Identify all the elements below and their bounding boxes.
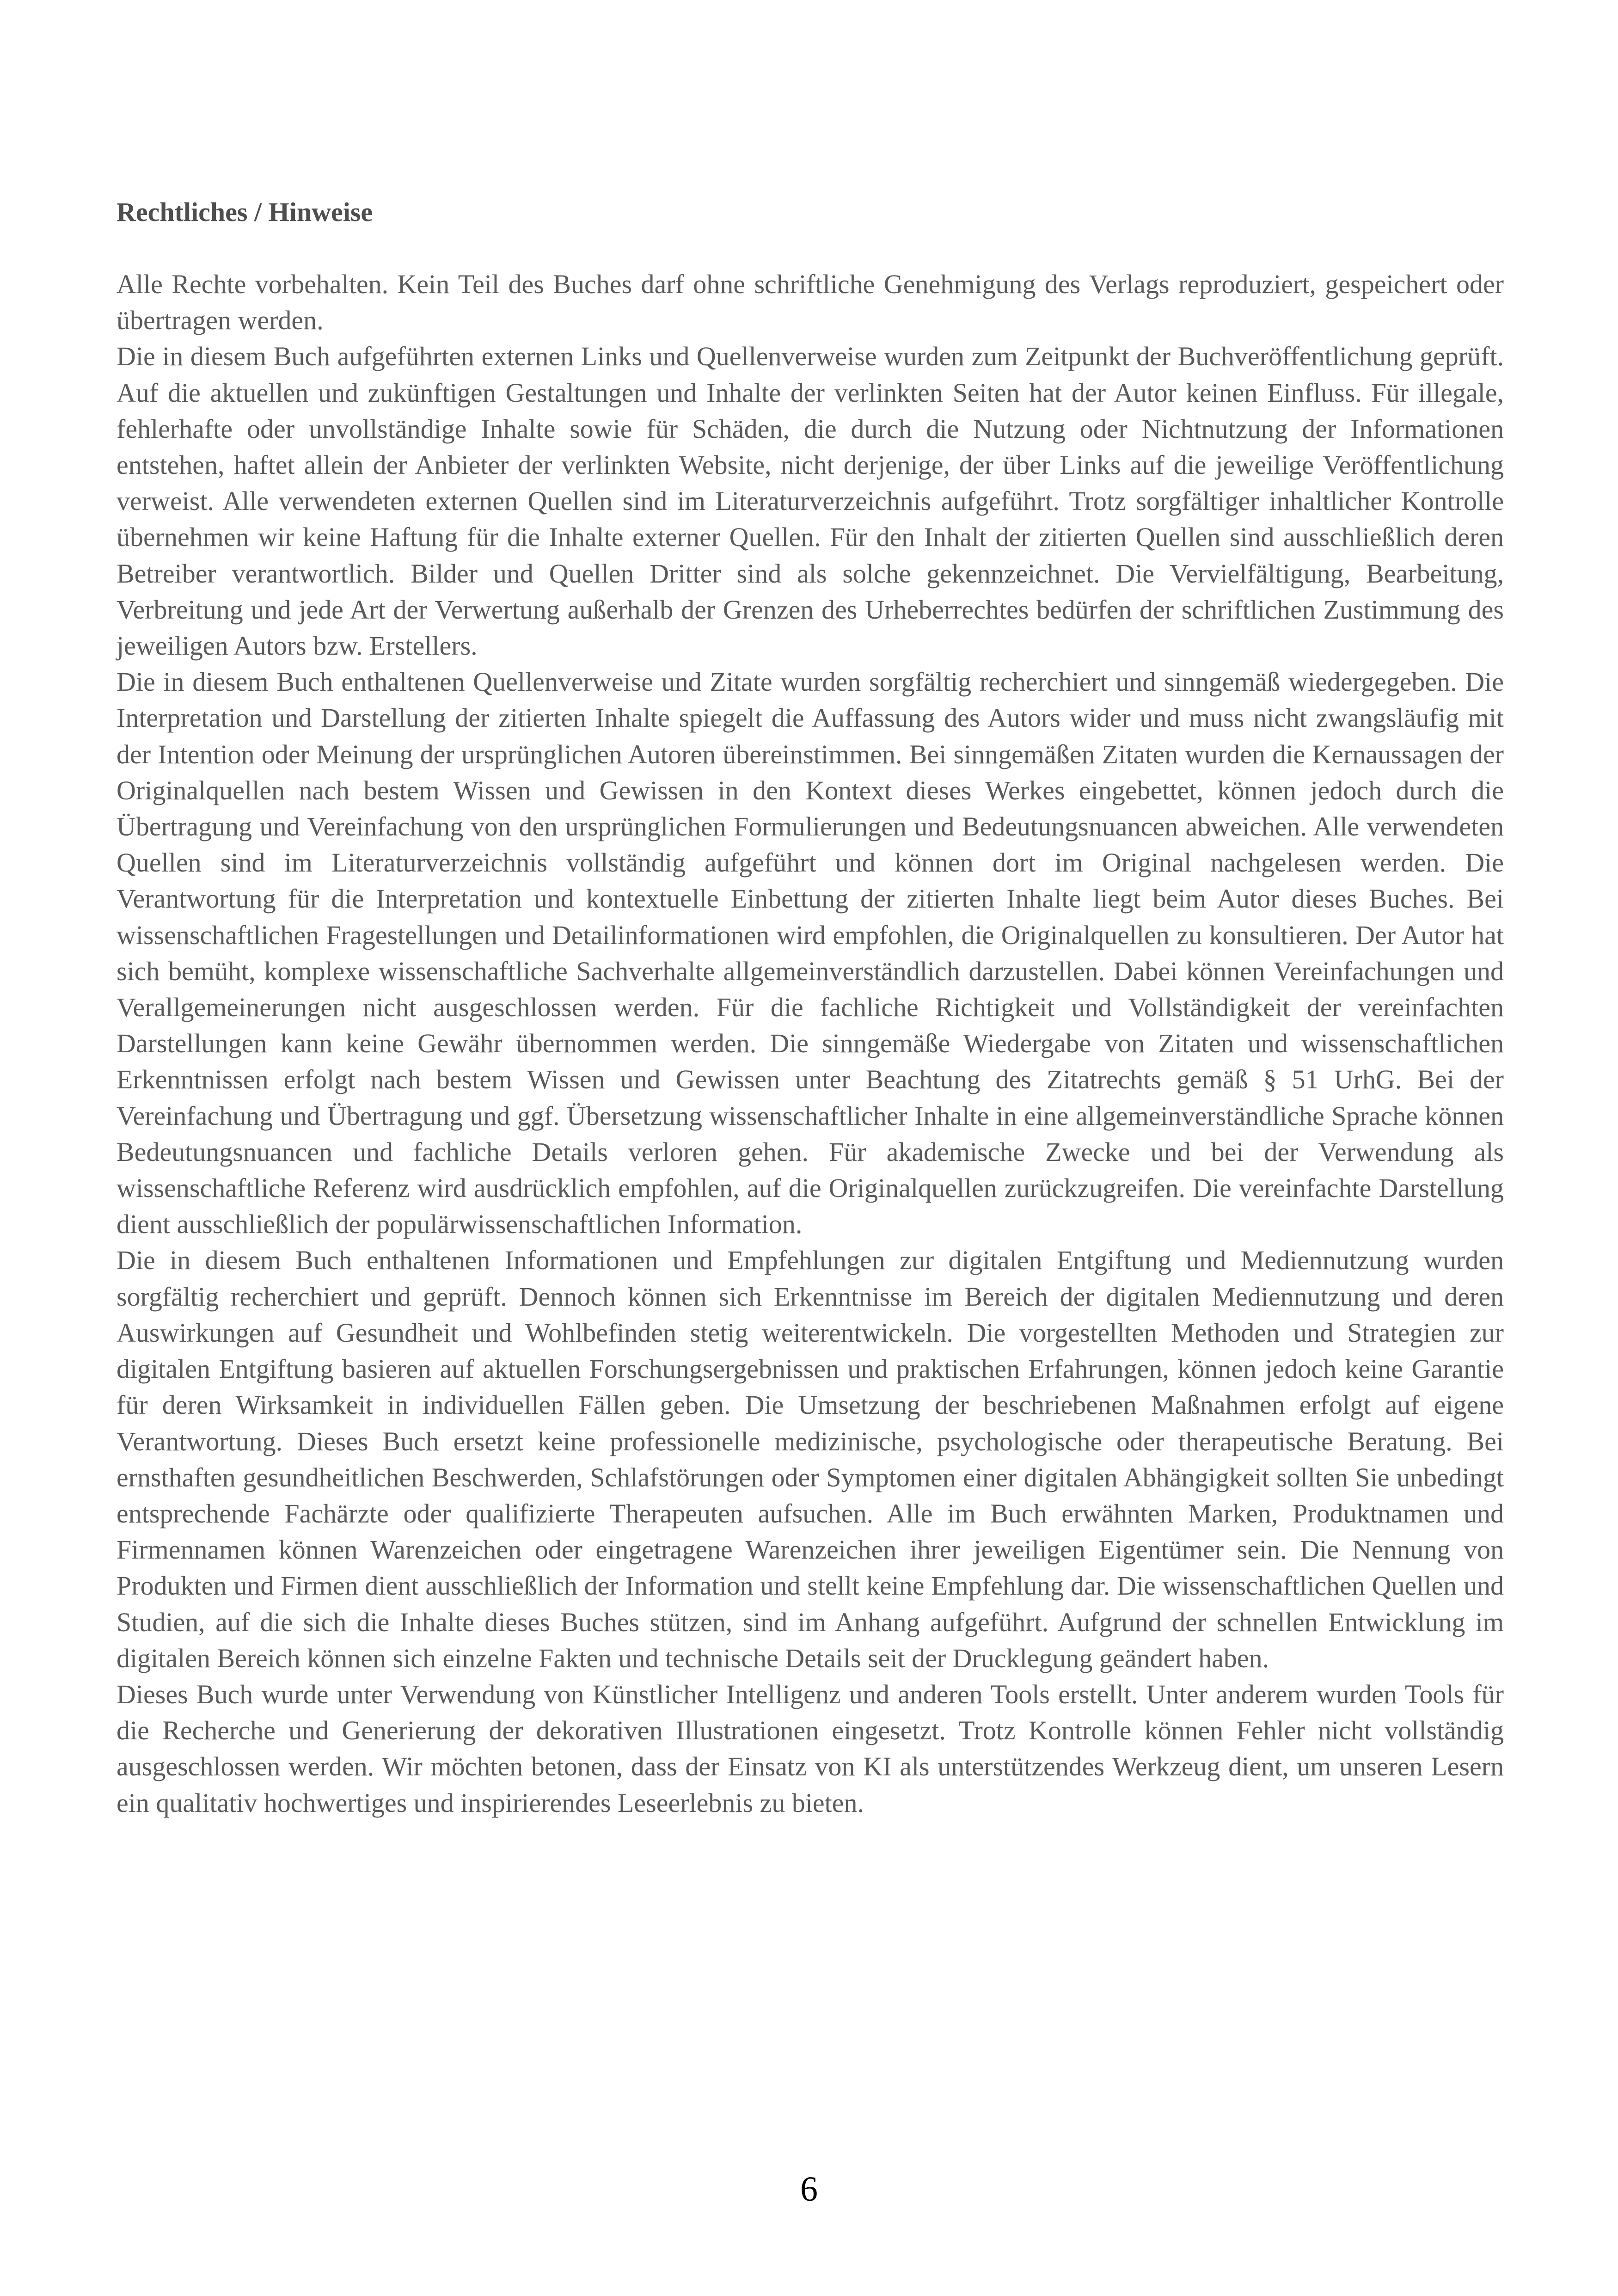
page-number: 6 — [800, 2170, 818, 2209]
paragraph-ai-notice: Dieses Buch wurde unter Verwendung von Künstlicher Intelligenz und anderen Tools erstellt. Unter anderem wurden Tools für die Recherche und Generierung der dekorativen Illustrationen eingesetzt. Trotz Kontrolle können Fehler nicht vollständig ausgeschlossen werden. Wir möchten betonen, dass der Einsatz von KI als unterstützendes Werkzeug dient, um unseren Lesern ein qualitativ hochwertiges und inspirierendes Leseerlebnis zu bieten. — [116, 1679, 1504, 1818]
section-heading: Rechtliches / Hinweise — [116, 197, 373, 227]
paragraph-copyright: Alle Rechte vorbehalten. Kein Teil des Buches darf ohne schriftliche Genehmigung des Verlags reproduziert, gespeichert oder übertragen werden. — [116, 269, 1504, 336]
paragraph-citations: Die in diesem Buch enthaltenen Quellenverweise und Zitate wurden sorgfältig recherchiert und sinngemäß wiedergegeben. Die Interpretation und Darstellung der zitierten Inhalte spiegelt die Auffassung des Autors wider und muss nicht zwangsläufig mit der Intention oder Meinung der ursprünglichen Autoren übereinstimmen. Bei sinngemäßen Zitaten wurden die Kernaussagen der Originalquellen nach bestem Wissen und Gewissen in den Kontext dieses Werkes eingebettet, können jedoch durch die Übertragung und Vereinfachung von den ursprünglichen Formulierungen und Bedeutungsnuancen abweichen. Alle verwendeten Quellen sind im Literaturverzeichnis vollständig aufgeführt und können dort im Original nachgelesen werden. Die Verantwortung für die Interpretation und kontextuelle Einbettung der zitierten Inhalte liegt beim Autor dieses Buches. Bei wissenschaftlichen Fragestellungen und Detailinformationen wird empfohlen, die Originalquellen zu konsultieren. Der Autor hat sich bemüht, komplexe wissenschaftliche Sachverhalte allgemeinverständlich darzustellen. Dabei können Vereinfachungen und Verallgemeinerungen nicht ausgeschlossen werden. Für die fachliche Richtigkeit und Vollständigkeit der vereinfachten Darstellungen kann keine Gewähr übernommen werden. Die sinngemäße Wiedergabe von Zitaten und wissenschaftlichen Erkenntnissen erfolgt nach bestem Wissen und Gewissen unter Beachtung des Zitatrechts gemäß § 51 UrhG. Bei der Vereinfachung und Übertragung und ggf. Übersetzung wissenschaftlicher Inhalte in eine allgemeinverständliche Sprache können Bedeutungsnuancen und fachliche Details verloren gehen. Für akademische Zwecke und bei der Verwendung als wissenschaftliche Referenz wird ausdrücklich empfohlen, auf die Originalquellen zurückzugreifen. Die vereinfachte Darstellung dient ausschließlich der populärwissenschaftlichen Information. — [116, 667, 1504, 1240]
paragraph-external-links: Die in diesem Buch aufgeführten externen Links und Quellenverweise wurden zum Zeitpunkt der Buchveröffentlichung geprüft. Auf die aktuellen und zukünftigen Gestaltungen und Inhalte der verlinkten Seiten hat der Autor keinen Einfluss. Für illegale, fehlerhafte oder unvollständige Inhalte sowie für Schäden, die durch die Nutzung oder Nichtnutzung der Informationen entstehen, haftet allein der Anbieter der verlinkten Website, nicht derjenige, der über Links auf die jeweilige Veröffentlichung verweist. Alle verwendeten externen Quellen sind im Literaturverzeichnis aufgeführt. Trotz sorgfältiger inhaltlicher Kontrolle übernehmen wir keine Haftung für die Inhalte externer Quellen. Für den Inhalt der zitierten Quellen sind ausschließlich deren Betreiber verantwortlich. Bilder und Quellen Dritter sind als solche gekennzeichnet. Die Vervielfältigung, Bearbeitung, Verbreitung und jede Art der Verwertung außerhalb der Grenzen des Urheberrechtes bedürfen der schriftlichen Zustimmung des jeweiligen Autors bzw. Erstellers. — [116, 341, 1504, 661]
page-content — [116, 194, 1504, 1821]
paragraph-digital-detox-disclaimer: Die in diesem Buch enthaltenen Informationen und Empfehlungen zur digitalen Entgiftung und Mediennutzung wurden sorgfältig recherchiert und geprüft. Dennoch können sich Erkenntnisse im Bereich der digitalen Mediennutzung und deren Auswirkungen auf Gesundheit und Wohlbefinden stetig weiterentwickeln. Die vorgestellten Methoden und Strategien zur digitalen Entgiftung basieren auf aktuellen Forschungsergebnissen und praktischen Erfahrungen, können jedoch keine Garantie für deren Wirksamkeit in individuellen Fällen geben. Die Umsetzung der beschriebenen Maßnahmen erfolgt auf eigene Verantwortung. Dieses Buch ersetzt keine professionelle medizinische, psychologische oder therapeutische Beratung. Bei ernsthaften gesundheitlichen Beschwerden, Schlafstörungen oder Symptomen einer digitalen Abhängigkeit sollten Sie unbedingt entsprechende Fachärzte oder qualifizierte Therapeuten aufsuchen. Alle im Buch erwähnten Marken, Produktnamen und Firmennamen können Warenzeichen oder eingetragene Warenzeichen ihrer jeweiligen Eigentümer sein. Die Nennung von Produkten und Firmen dient ausschließlich der Information und stellt keine Empfehlung dar. Die wissenschaftlichen Quellen und Studien, auf die sich die Inhalte dieses Buches stützen, sind im Anhang aufgeführt. Aufgrund der schnellen Entwicklung im digitalen Bereich können sich einzelne Fakten und technische Details seit der Drucklegung geändert haben. — [116, 1245, 1504, 1673]
